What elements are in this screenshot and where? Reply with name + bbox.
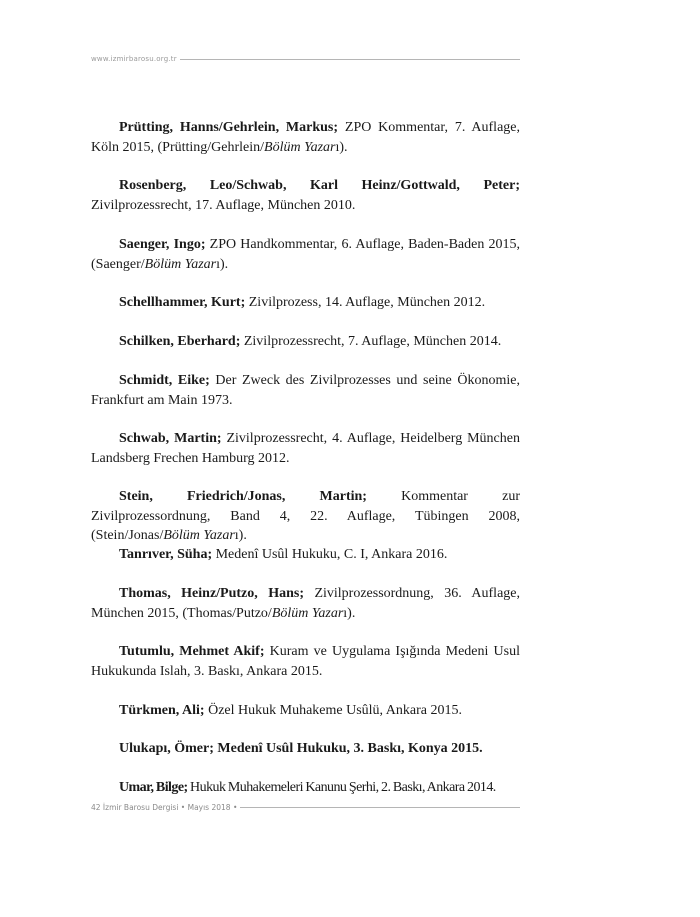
bibliography-entry: Ulukapı, Ömer; Medenî Usûl Hukuku, 3. Baskı, Konya 2015. <box>119 741 483 756</box>
bibliography-entry: Tanrıver, Süha; Medenî Usûl Hukuku, C. I, Ankara 2016. <box>119 547 448 562</box>
header-rule <box>180 59 520 60</box>
bibliography-entry: Schellhammer, Kurt; Zivilprozess, 14. Auflage, München 2012. <box>119 295 486 310</box>
page-header <box>91 53 520 65</box>
bibliography-entry: Schilken, Eberhard; Zivilprozessrecht, 7. Auflage, München 2014. <box>119 334 502 349</box>
bibliography-entry: Schmidt, Eike; Der Zweck des Zivilprozesses und seine Ökonomie, Frankfurt am Main 1973. <box>91 373 520 408</box>
header-url: www.izmirbarosu.org.tr <box>91 55 177 63</box>
page-footer <box>91 800 520 814</box>
bibliography-entry: Rosenberg, Leo/Schwab, Karl Heinz/Gottwald, Peter; Zivilprozessrecht, 17. Auflage, München 2010. <box>91 178 520 213</box>
bibliography-entry: Tutumlu, Mehmet Akif; Kuram ve Uygulama Işığında Medeni Usul Hukukunda Islah, 3. Baskı, Ankara 2015. <box>91 644 520 679</box>
footer-text: 42 İzmir Barosu Dergisi • Mayıs 2018 • <box>91 802 238 812</box>
bibliography-entry: Schwab, Martin; Zivilprozessrecht, 4. Auflage, Heidelberg München Landsberg Frechen Hamburg 2012. <box>91 431 520 466</box>
bibliography-entry: Saenger, Ingo; ZPO Handkommentar, 6. Auflage, Baden-Baden 2015, (Saenger/Bölüm Yazarı). <box>91 237 520 272</box>
bibliography-entry: Stein, Friedrich/Jonas, Martin; Kommentar zur Zivilprozessordnung, Band 4, 22. Auflage, Tübingen 2008, (Stein/Jonas/Bölüm Yazarı). <box>91 489 520 543</box>
bibliography-entry: Prütting, Hanns/Gehrlein, Markus; ZPO Kommentar, 7. Auflage, Köln 2015, (Prütting/Gehrlein/Bölüm Yazarı). <box>91 120 520 155</box>
bibliography-entry: Thomas, Heinz/Putzo, Hans; Zivilprozessordnung, 36. Auflage, München 2015, (Thomas/Putzo/Bölüm Yazarı). <box>91 586 520 621</box>
bibliography-entry: Türkmen, Ali; Özel Hukuk Muhakeme Usûlü, Ankara 2015. <box>119 703 462 718</box>
footer-rule <box>240 807 520 808</box>
bibliography-entry: Umar, Bilge; Hukuk Muhakemeleri Kanunu Şerhi, 2. Baskı, Ankara 2014. <box>119 780 496 795</box>
